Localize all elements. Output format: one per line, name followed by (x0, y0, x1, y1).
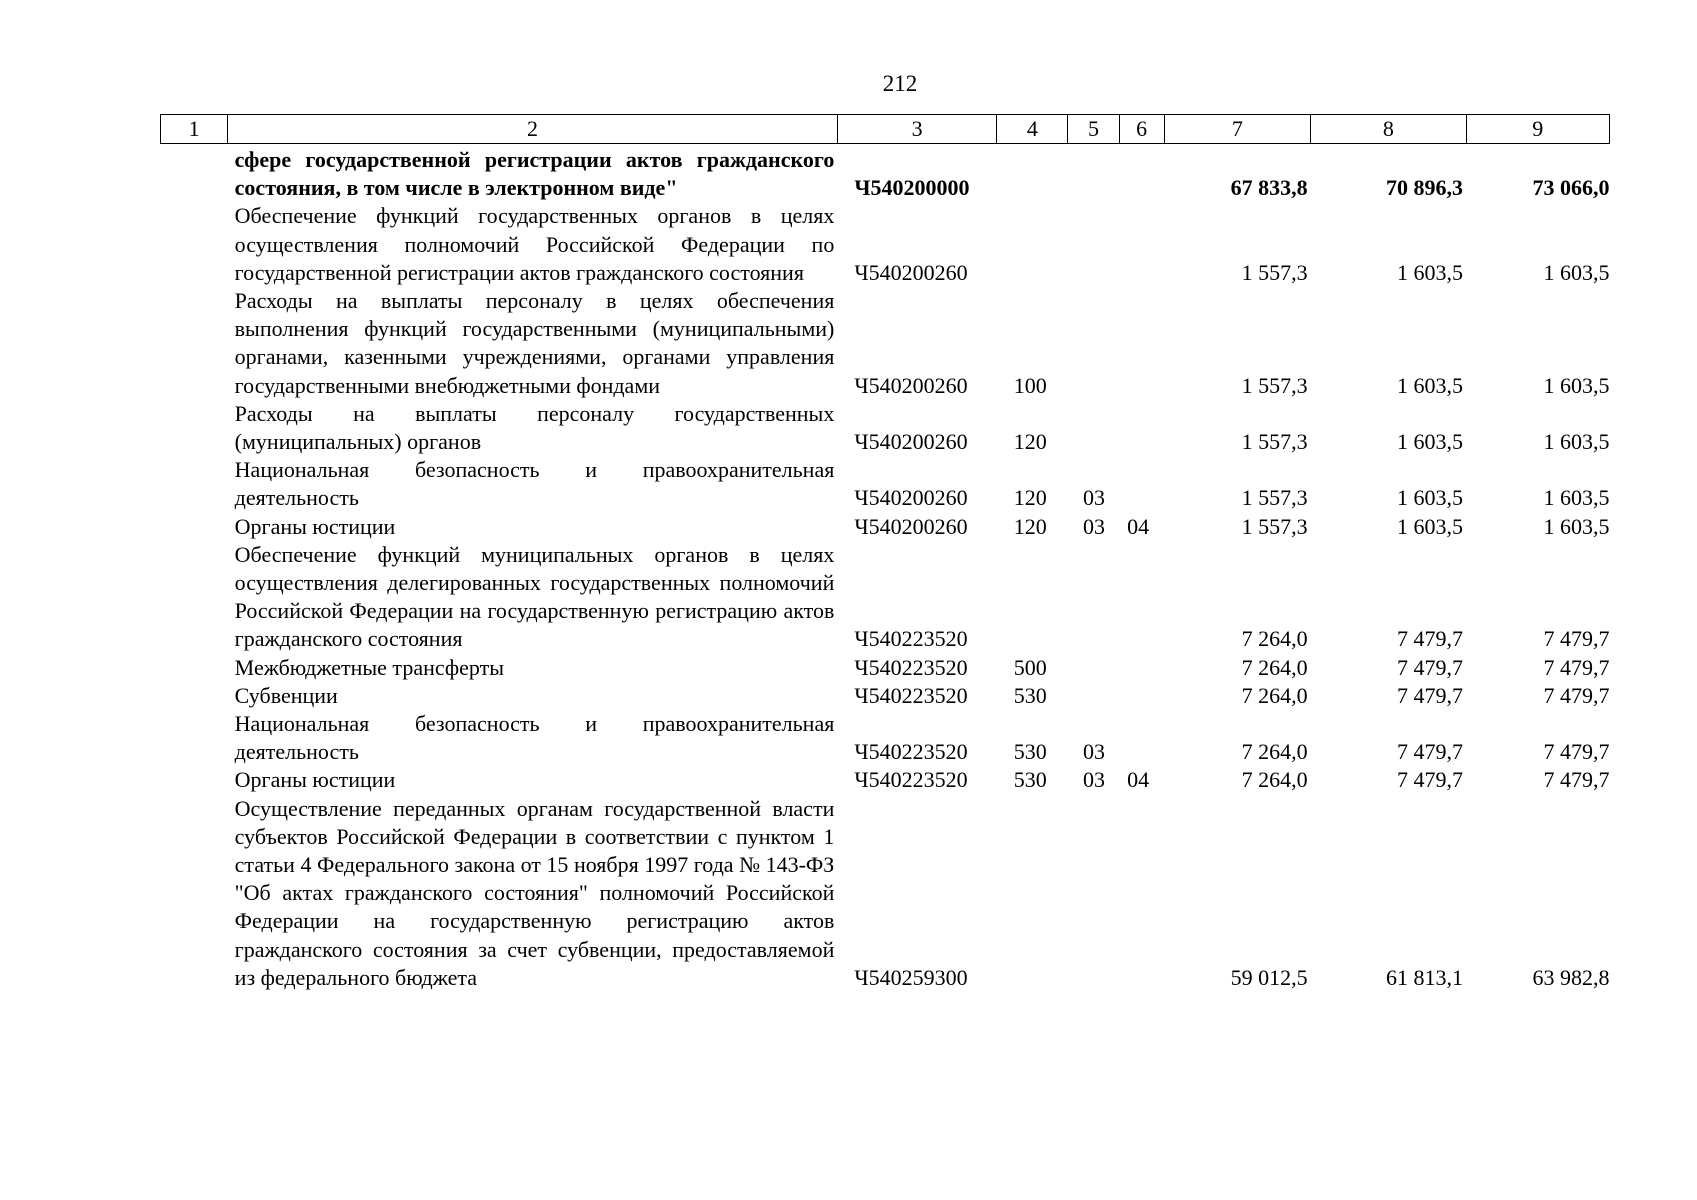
row-value-9: 73 066,0 (1532, 175, 1610, 201)
row-col4 (997, 202, 1068, 287)
row-name: Органы юстиции (234, 513, 396, 539)
table-row (161, 513, 1610, 541)
row-col4: 530 (1013, 682, 1047, 708)
row-col4: 500 (1013, 654, 1047, 680)
row-col5: 03 (1082, 767, 1105, 793)
table-row (161, 654, 1610, 682)
row-spacer (161, 710, 228, 766)
row-spacer (161, 766, 228, 794)
row-col4: 530 (1013, 767, 1047, 793)
row-col5: 03 (1082, 739, 1105, 765)
row-value-7: 1 557,3 (1241, 513, 1308, 539)
row-col4 (997, 144, 1068, 203)
row-name: Национальная безопасность и правоохранительная деятельность (234, 457, 835, 511)
row-value-7: 7 264,0 (1241, 626, 1308, 652)
row-value-9: 7 479,7 (1543, 654, 1610, 680)
row-col4: 120 (1013, 485, 1047, 511)
column-header: 7 (1164, 115, 1310, 144)
row-spacer (161, 541, 228, 654)
row-value-8: 7 479,7 (1397, 654, 1464, 680)
row-col6 (1119, 144, 1164, 203)
table-row (161, 682, 1610, 710)
row-value-8: 70 896,3 (1386, 175, 1464, 201)
column-header: 2 (228, 115, 838, 144)
row-value-7: 59 012,5 (1230, 964, 1308, 990)
column-header: 4 (997, 115, 1068, 144)
row-name: Осуществление переданных органам государственной власти субъектов Российской Федерации в соответствии с пунктом 1 статьи 4 Федерального закона от 15 ноября 1997 года № 143-ФЗ "Об актах гражданского состояния" полномочий Российской Федерации на государственную регистрацию актов гражданского состояния за счет субвенции, предоставляемой из федерального бюджета (234, 795, 835, 990)
row-code: Ч540223520 (854, 626, 968, 652)
row-col5: 03 (1082, 485, 1105, 511)
row-col5 (1068, 287, 1119, 400)
table-row (161, 144, 1610, 203)
row-name: Расходы на выплаты персоналу государственных (муниципальных) органов (234, 400, 835, 455)
row-value-9: 1 603,5 (1543, 259, 1610, 285)
row-code: Ч540200260 (854, 429, 968, 455)
row-value-8: 7 479,7 (1397, 682, 1464, 708)
row-col6 (1119, 710, 1164, 766)
row-name: Межбюджетные трансферты (234, 654, 505, 680)
column-header: 6 (1119, 115, 1164, 144)
row-spacer (161, 400, 228, 456)
row-value-9: 7 479,7 (1543, 682, 1610, 708)
row-code: Ч540200260 (854, 485, 968, 511)
row-col5 (1068, 541, 1119, 654)
row-name: Органы юстиции (234, 767, 396, 793)
row-code: Ч540200260 (854, 372, 968, 398)
row-spacer (161, 202, 228, 287)
row-col6 (1119, 202, 1164, 287)
row-code: Ч540200000 (854, 175, 970, 201)
row-value-7: 7 264,0 (1241, 654, 1308, 680)
row-value-8: 1 603,5 (1397, 259, 1464, 285)
row-col6 (1119, 682, 1164, 710)
row-value-7: 1 557,3 (1241, 372, 1308, 398)
row-spacer (161, 287, 228, 400)
row-col5 (1068, 144, 1119, 203)
row-value-7: 67 833,8 (1230, 175, 1308, 201)
row-col5 (1068, 682, 1119, 710)
row-col6: 04 (1127, 767, 1150, 793)
row-col4 (997, 541, 1068, 654)
row-spacer (161, 682, 228, 710)
column-header: 3 (837, 115, 996, 144)
row-col5 (1068, 654, 1119, 682)
row-col5 (1068, 400, 1119, 456)
table-row (161, 456, 1610, 512)
row-col6 (1119, 456, 1164, 512)
row-col5: 03 (1082, 513, 1105, 539)
row-name: Обеспечение функций муниципальных органов в целях осуществления делегированных государственных полномочий Российской Федерации на государственную регистрацию актов гражданского состояния (234, 541, 835, 652)
row-value-8: 1 603,5 (1397, 485, 1464, 511)
row-name: Национальная безопасность и правоохранительная деятельность (234, 711, 835, 765)
row-value-8: 1 603,5 (1397, 372, 1464, 398)
row-code: Ч540259300 (854, 964, 968, 990)
row-value-9: 1 603,5 (1543, 513, 1610, 539)
row-col6 (1119, 654, 1164, 682)
column-header: 9 (1466, 115, 1609, 144)
row-code: Ч540223520 (854, 767, 968, 793)
row-value-9: 1 603,5 (1543, 485, 1610, 511)
row-name: сфере государственной регистрации актов гражданского состояния, в том числе в электронном виде" (234, 147, 835, 201)
row-code: Ч540223520 (854, 682, 968, 708)
table-row (161, 795, 1610, 992)
column-header: 1 (161, 115, 228, 144)
row-col6 (1119, 287, 1164, 400)
row-name: Расходы на выплаты персоналу в целях обеспечения выполнения функций государственными (муниципальными) органами, казенными учреждениями, органами управления государственными внебюджетными фондами (234, 288, 835, 398)
page-number: 212 (882, 71, 918, 96)
budget-table (160, 114, 1610, 992)
row-value-8: 61 813,1 (1386, 964, 1464, 990)
row-col4: 120 (1013, 513, 1047, 539)
column-number-header-row (161, 115, 1610, 144)
row-spacer (161, 456, 228, 512)
row-spacer (161, 795, 228, 992)
row-col5 (1068, 795, 1119, 992)
row-col6: 04 (1127, 513, 1150, 539)
table-row (161, 202, 1610, 287)
row-value-9: 7 479,7 (1543, 739, 1610, 765)
row-col6 (1119, 400, 1164, 456)
row-value-9: 7 479,7 (1543, 626, 1610, 652)
row-spacer (161, 654, 228, 682)
table-body (161, 144, 1610, 993)
row-value-7: 7 264,0 (1241, 682, 1308, 708)
row-value-7: 7 264,0 (1241, 767, 1308, 793)
row-name: Субвенции (234, 682, 338, 708)
table-row (161, 400, 1610, 456)
row-value-9: 63 982,8 (1532, 964, 1610, 990)
table-row (161, 766, 1610, 794)
table-row (161, 710, 1610, 766)
row-value-8: 7 479,7 (1397, 626, 1464, 652)
row-value-9: 7 479,7 (1543, 767, 1610, 793)
row-value-7: 7 264,0 (1241, 739, 1308, 765)
table-row (161, 541, 1610, 654)
table-row (161, 287, 1610, 400)
row-spacer (161, 513, 228, 541)
row-value-7: 1 557,3 (1241, 429, 1308, 455)
row-value-7: 1 557,3 (1241, 259, 1308, 285)
row-name: Обеспечение функций государственных органов в целях осуществления полномочий Российской Федерации по государственной регистрации актов гражданского состояния (234, 203, 835, 285)
row-col4: 100 (1013, 372, 1047, 398)
row-value-8: 7 479,7 (1397, 739, 1464, 765)
row-spacer (161, 144, 228, 203)
row-code: Ч540223520 (854, 654, 968, 680)
row-code: Ч540223520 (854, 739, 968, 765)
row-value-7: 1 557,3 (1241, 485, 1308, 511)
row-code: Ч540200260 (854, 513, 968, 539)
column-header: 8 (1311, 115, 1466, 144)
row-value-8: 1 603,5 (1397, 429, 1464, 455)
row-col4: 120 (1013, 429, 1047, 455)
column-header: 5 (1068, 115, 1119, 144)
row-col5 (1068, 202, 1119, 287)
row-value-9: 1 603,5 (1543, 372, 1610, 398)
row-col6 (1119, 541, 1164, 654)
row-value-8: 1 603,5 (1397, 513, 1464, 539)
row-col6 (1119, 795, 1164, 992)
row-value-9: 1 603,5 (1543, 429, 1610, 455)
row-value-8: 7 479,7 (1397, 767, 1464, 793)
row-code: Ч540200260 (854, 259, 968, 285)
row-col4: 530 (1013, 739, 1047, 765)
row-col4 (997, 795, 1068, 992)
